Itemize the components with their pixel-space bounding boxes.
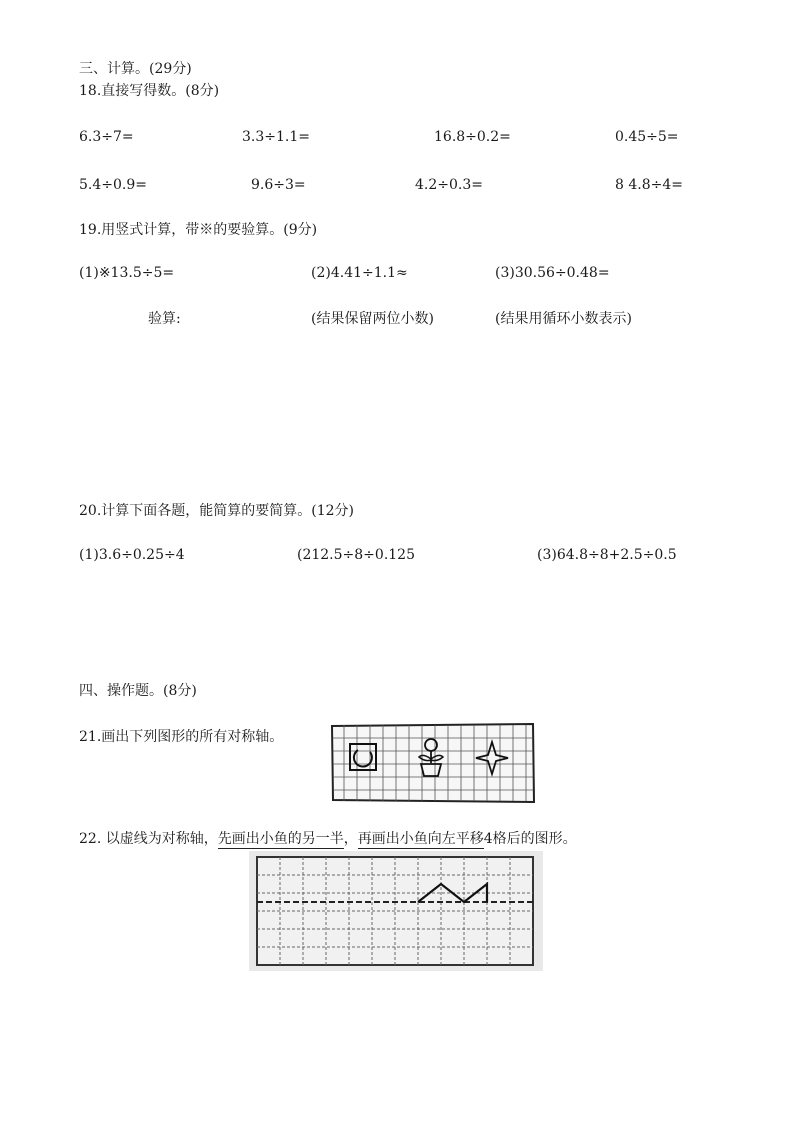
fish-grid [249,851,543,971]
q22-mid: ， [343,831,358,847]
q18-item-3: 16.8÷0.2= [434,129,511,145]
q18-item-1: 6.3÷7= [79,129,134,145]
q22-instruction-2: 再画出小鱼向左平移 [357,831,484,847]
q22-instruction-1: 先画出小鱼的另一半 [217,831,344,847]
q19-item-2: (2)4.41÷1.1≈ [311,265,408,281]
q19-note-1: 验算: [148,311,181,327]
q19-note-2: (结果保留两位小数) [311,311,434,327]
q18-item-7: 4.2÷0.3= [415,177,483,193]
q22-prefix: 22. 以虚线为对称轴， [79,831,218,847]
q18-title: 18.直接写得数。(8分) [79,83,220,99]
q18-item-2: 3.3÷1.1= [242,129,310,145]
q18-item-8: 8 4.8÷4= [615,177,683,193]
q22-title [79,830,577,848]
q18-item-6: 9.6÷3= [251,177,306,193]
q19-note-3: (结果用循环小数表示) [495,311,632,327]
q20-item-1: (1)3.6÷0.25÷4 [79,547,185,563]
section-3-title: 三、计算。(29分) [79,61,192,77]
q20-title: 20.计算下面各题，能简算的要简算。(12分) [79,503,355,519]
q19-item-1: (1)※13.5÷5= [79,265,175,281]
q20-item-3: (3)64.8÷8+2.5÷0.5 [537,547,677,563]
section-4-title: 四、操作题。(8分) [79,683,197,699]
q19-item-3: (3)30.56÷0.48= [495,265,610,281]
q18-item-5: 5.4÷0.9= [79,177,147,193]
q18-item-4: 0.45÷5= [615,129,679,145]
q21-title: 21.画出下列图形的所有对称轴。 [79,729,284,745]
q19-title: 19.用竖式计算，带※的要验算。(9分) [79,222,318,238]
q20-item-2: (212.5÷8÷0.125 [297,547,415,563]
q22-suffix: 4格后的图形。 [483,831,577,847]
symmetry-shapes-grid [330,722,536,804]
